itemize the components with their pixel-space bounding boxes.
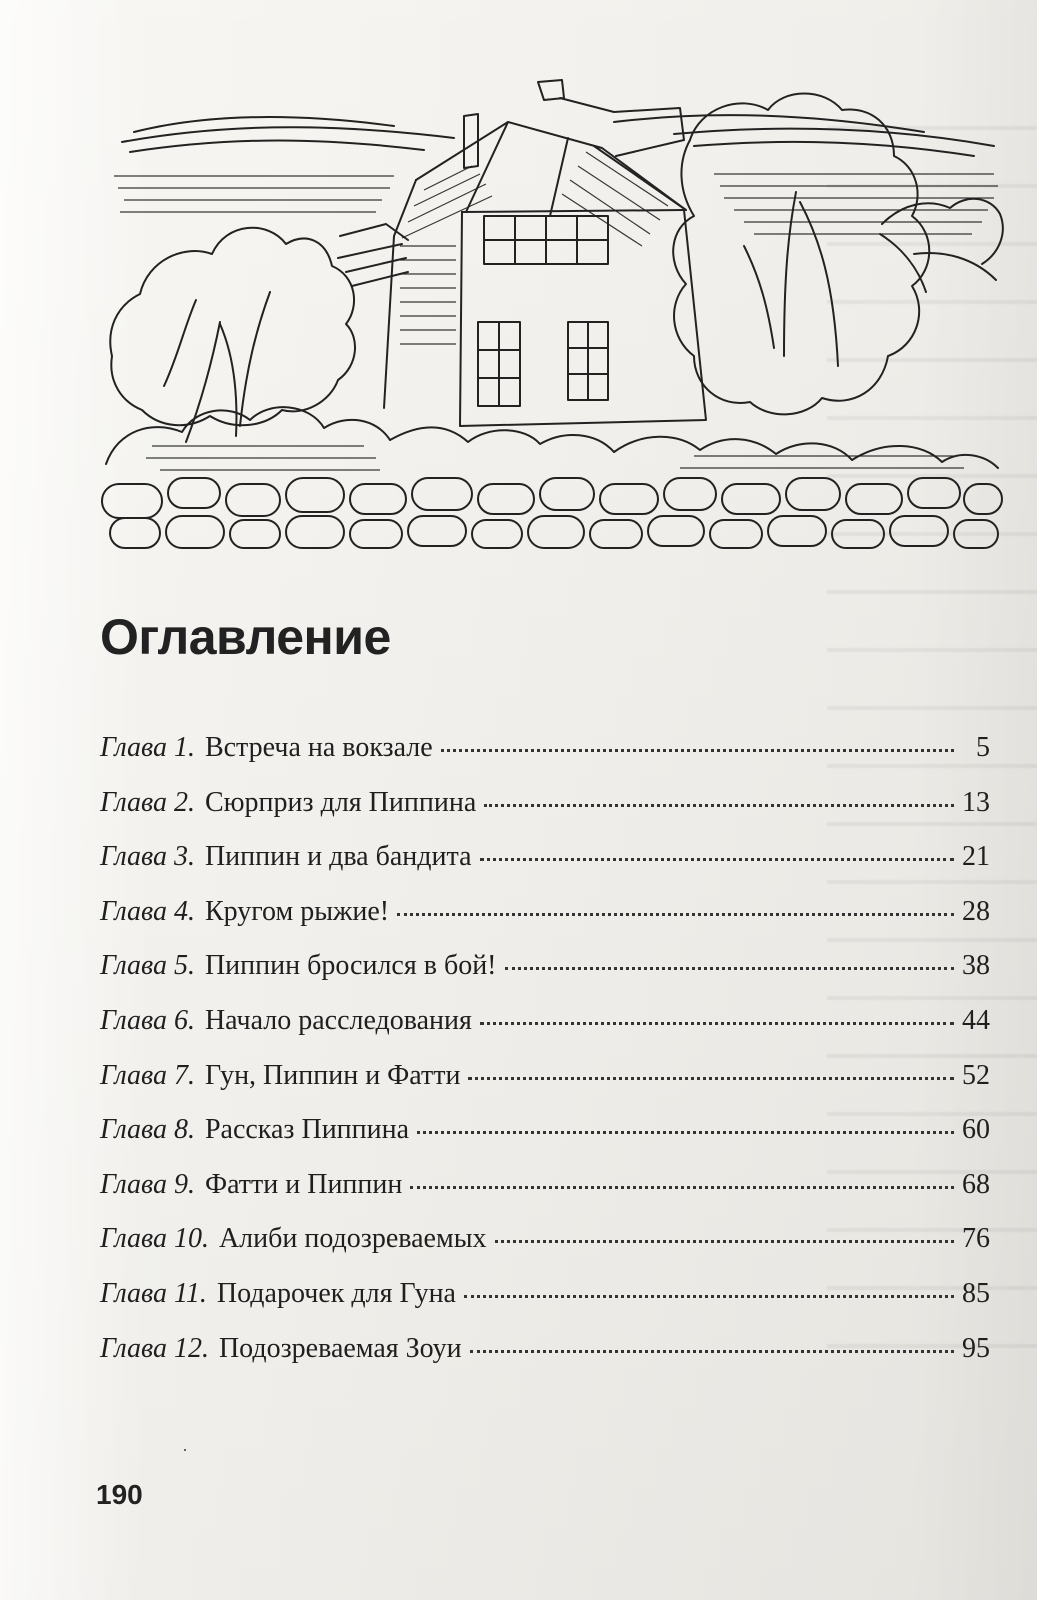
page-title: Оглавление [100, 609, 391, 665]
toc-row [100, 1059, 990, 1117]
chapter-title: Кругом рыжие! [204, 895, 390, 927]
chapter-label: Глава 3. [100, 841, 195, 873]
chapter-title: Начало расследования [204, 1004, 472, 1036]
dot-leader [480, 858, 955, 861]
house-sketch-illustration [94, 70, 1008, 562]
chapter-label: Глава 9. [100, 1168, 195, 1200]
chapter-title: Алиби подозреваемых [218, 1223, 487, 1255]
chapter-title: Рассказ Пиппина [204, 1114, 410, 1146]
page-reference: 21 [962, 841, 990, 873]
chapter-label: Глава 10. [100, 1223, 209, 1255]
chapter-title: Фатти и Пиппин [204, 1168, 403, 1200]
chapter-label: Глава 6. [100, 1004, 195, 1036]
dot-leader [410, 1186, 954, 1189]
toc-row [100, 895, 990, 953]
page-reference: 38 [962, 950, 990, 982]
dot-leader [484, 804, 954, 807]
chapter-title: Пиппин бросился в бой! [204, 950, 497, 982]
page-number: 190 [96, 1479, 143, 1510]
page-reference: 95 [962, 1332, 990, 1364]
chapter-label: Глава 2. [100, 786, 195, 818]
toc-row [100, 1168, 990, 1226]
chapter-label: Глава 8. [100, 1114, 195, 1146]
dot-leader [505, 967, 954, 970]
dot-leader [470, 1350, 954, 1353]
chapter-title: Пиппин и два бандита [204, 841, 472, 873]
toc-row [100, 734, 990, 789]
chapter-title: Подозреваемая Зоуи [218, 1332, 462, 1364]
toc-row [100, 786, 990, 844]
dot-leader [397, 913, 954, 916]
print-speck [184, 1449, 186, 1451]
page-reference: 85 [962, 1277, 990, 1309]
dot-leader [495, 1240, 954, 1243]
dot-leader [441, 749, 954, 752]
page-reference: 28 [962, 895, 990, 927]
page-reference: 52 [962, 1059, 990, 1091]
page-reference: 5 [976, 732, 990, 763]
table-of-contents [100, 734, 990, 1389]
chapter-label: Глава 1. [100, 732, 195, 763]
dot-leader [480, 1022, 954, 1025]
toc-row [100, 1277, 990, 1335]
page-reference: 76 [962, 1223, 990, 1255]
toc-row [100, 952, 990, 1007]
page-reference: 13 [962, 786, 990, 818]
toc-row [100, 1116, 990, 1171]
dot-leader [417, 1131, 954, 1134]
chapter-title: Подарочек для Гуна [216, 1277, 456, 1309]
chapter-label: Глава 12. [100, 1332, 209, 1364]
chapter-title: Встреча на вокзале [204, 732, 433, 763]
chapter-label: Глава 11. [100, 1277, 207, 1309]
chapter-label: Глава 5. [100, 950, 195, 982]
page-reference: 68 [962, 1168, 990, 1200]
chapter-title: Гун, Пиппин и Фатти [204, 1059, 461, 1091]
toc-row [100, 1225, 990, 1280]
toc-row [100, 843, 990, 898]
house-illustration [94, 70, 1008, 562]
page-reference: 44 [962, 1004, 990, 1036]
page-reference: 60 [962, 1114, 990, 1146]
chapter-title: Сюрприз для Пиппина [204, 786, 477, 818]
toc-row [100, 1004, 990, 1062]
chapter-label: Глава 4. [100, 895, 195, 927]
dot-leader [468, 1077, 954, 1080]
chapter-label: Глава 7. [100, 1059, 195, 1091]
dot-leader [464, 1295, 954, 1298]
toc-row [100, 1332, 990, 1390]
